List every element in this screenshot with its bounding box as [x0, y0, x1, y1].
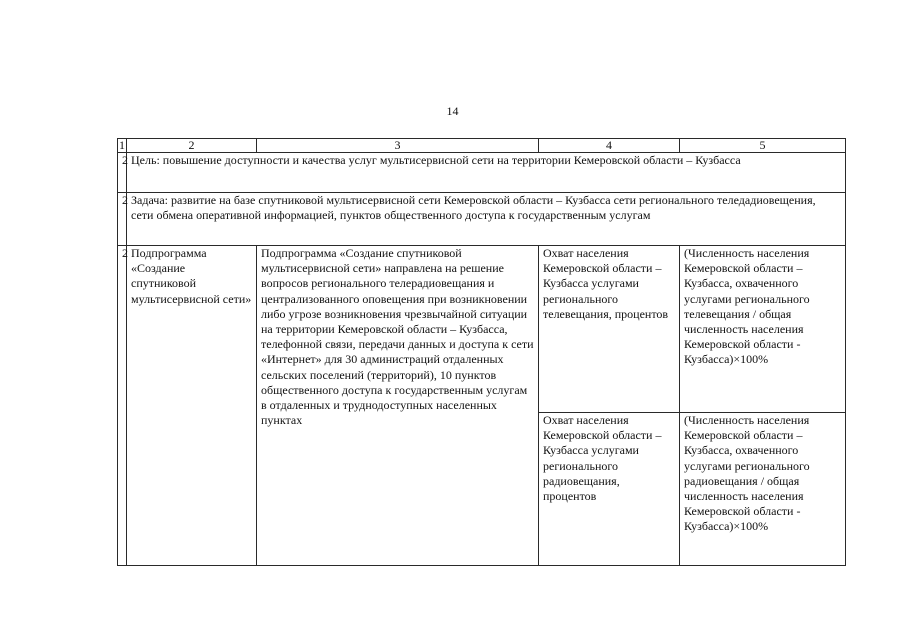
table-header-row — [118, 139, 846, 153]
indicator-formula-radio: (Численность населения Кемеровской области – Кузбасса, охваченного услугами регионального радиовещания / общая численность населения Кемеровской области - Кузбасса)×100% — [680, 413, 846, 566]
header-col-1: 1 — [119, 138, 125, 152]
goal-text: Цель: повышение доступности и качества услуг мультисервисной сети на территории Кемеровской области – Кузбасса — [127, 153, 846, 193]
page-number: 14 — [446, 104, 459, 118]
goal-row — [118, 153, 846, 193]
header-col-4: 4 — [539, 139, 680, 153]
indicator-name-tv: Охват населения Кемеровской области – Кузбасса услугами регионального телевещания, процентов — [539, 246, 680, 413]
subprogram-name: Подпрограмма «Создание спутниковой мультисервисной сети» — [127, 246, 257, 566]
indicator-name-radio: Охват населения Кемеровской области – Кузбасса услугами регионального радиовещания, процентов — [539, 413, 680, 566]
task-row-number: 2 — [118, 193, 127, 246]
subprogram-description: Подпрограмма «Создание спутниковой мультисервисной сети» направлена на решение вопросов регионального телерадиовещания и централизованного оповещения при возникновении либо угрозе возникновения чрезвычайной ситуации на территории Кемеровской области – Кузбасса, телефонной связи, передачи данных и доступа к сети «Интернет» для 30 администраций отдаленных сельских поселений (территорий), 10 пунктов общественного доступа к государственным услугам в отдаленных и труднодоступных населенных пунктах — [257, 246, 539, 566]
header-col-3: 3 — [257, 139, 539, 153]
subprogram-row — [118, 246, 846, 413]
indicator-formula-tv: (Численность населения Кемеровской области – Кузбасса, охваченного услугами регионального телевещания / общая численность населения Кемеровской области - Кузбасса)×100% — [680, 246, 846, 413]
program-table — [117, 138, 846, 566]
goal-row-number: 2 — [118, 153, 127, 193]
subprogram-row-number: 2 — [118, 246, 127, 566]
header-col-2: 2 — [127, 139, 257, 153]
header-col-5: 5 — [680, 139, 846, 153]
task-text: Задача: развитие на базе спутниковой мультисервисной сети Кемеровской области – Кузбасса сети регионального теледадиовещения, сети обмена оперативной информацией, пунктов общественного доступа к государственным услугам — [127, 193, 846, 246]
task-row — [118, 193, 846, 246]
